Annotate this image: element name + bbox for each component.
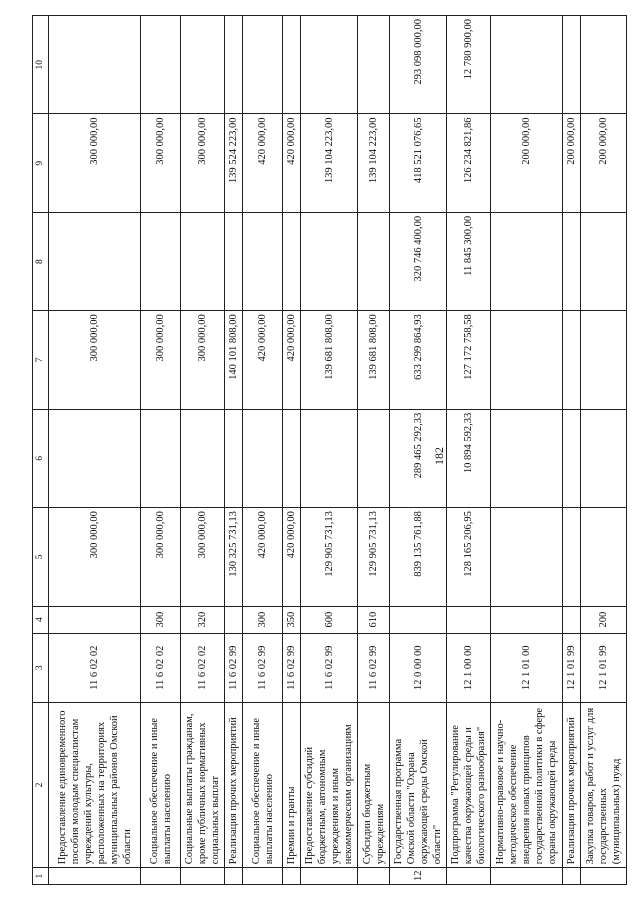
cell-name: Субсидии бюджетным учреждениям — [358, 702, 390, 867]
cell-name: Предоставление субсидий бюджетным, автономным учреждениям и иным некоммерческим организациям — [301, 702, 358, 867]
cell-c6 — [358, 409, 390, 507]
cell-c10 — [358, 16, 390, 114]
cell-c9: 300 000,00 — [49, 114, 141, 212]
cell-c5 — [491, 508, 563, 606]
cell-c10 — [283, 16, 301, 114]
cell-c8 — [491, 212, 563, 310]
cell-c5: 130 325 731,13 — [225, 508, 243, 606]
table-row — [283, 16, 301, 885]
cell-c8: 11 845 300,00 — [447, 212, 491, 310]
cell-name: Реализация прочих мероприятий — [563, 702, 581, 867]
cell-code: 11 6 02 99 — [301, 633, 358, 702]
cell-c5 — [563, 508, 581, 606]
cell-code: 12 0 00 00 — [390, 633, 447, 702]
cell-c10: 293 098 000,00 — [390, 16, 447, 114]
cell-c7: 300 000,00 — [141, 311, 181, 409]
cell-c5: 300 000,00 — [141, 508, 181, 606]
table-row — [563, 16, 581, 885]
cell-idx — [49, 868, 141, 885]
table-row — [358, 16, 390, 885]
cell-c9: 139 524 223,00 — [225, 114, 243, 212]
cell-c10 — [141, 16, 181, 114]
cell-c7: 420 000,00 — [283, 311, 301, 409]
cell-c8 — [181, 212, 225, 310]
cell-c6 — [49, 409, 141, 507]
cell-code: 12 1 01 00 — [491, 633, 563, 702]
cell-c9: 200 000,00 — [563, 114, 581, 212]
column-number: 8 — [33, 212, 49, 310]
cell-name: Социальное обеспечение и иные выплаты населению — [141, 702, 181, 867]
table-row — [491, 16, 563, 885]
cell-c9: 420 000,00 — [283, 114, 301, 212]
cell-vr: 600 — [301, 606, 358, 633]
cell-c9: 200 000,00 — [581, 114, 627, 212]
cell-idx — [181, 868, 225, 885]
table-row — [581, 16, 627, 885]
cell-c7 — [491, 311, 563, 409]
cell-vr: 300 — [141, 606, 181, 633]
cell-c8 — [141, 212, 181, 310]
cell-c10 — [491, 16, 563, 114]
cell-name: Предоставление единовременного пособия молодым специалистам учреждений культуры, расположенных на территориях муниципальных районов Омской области — [49, 702, 141, 867]
cell-vr — [225, 606, 243, 633]
cell-c10 — [581, 16, 627, 114]
table-row — [301, 16, 358, 885]
cell-c8 — [358, 212, 390, 310]
cell-name: Премии и гранты — [283, 702, 301, 867]
cell-c10: 12 780 900,00 — [447, 16, 491, 114]
cell-c10 — [225, 16, 243, 114]
cell-c6 — [225, 409, 243, 507]
cell-c10 — [181, 16, 225, 114]
cell-c6: 10 894 592,33 — [447, 409, 491, 507]
cell-c9: 300 000,00 — [141, 114, 181, 212]
cell-c6 — [301, 409, 358, 507]
page-number: 182 — [432, 447, 446, 465]
cell-idx — [491, 868, 563, 885]
cell-idx — [225, 868, 243, 885]
column-number: 2 — [33, 702, 49, 867]
cell-vr: 300 — [243, 606, 283, 633]
cell-c5: 300 000,00 — [49, 508, 141, 606]
cell-c9: 300 000,00 — [181, 114, 225, 212]
cell-c9: 420 000,00 — [243, 114, 283, 212]
cell-code: 11 6 02 99 — [283, 633, 301, 702]
column-number: 6 — [33, 409, 49, 507]
cell-vr — [563, 606, 581, 633]
table-row — [141, 16, 181, 885]
column-number: 10 — [33, 16, 49, 114]
cell-c9: 139 104 223,00 — [301, 114, 358, 212]
cell-idx — [283, 868, 301, 885]
cell-c7: 633 299 864,93 — [390, 311, 447, 409]
cell-c7: 300 000,00 — [181, 311, 225, 409]
cell-name: Государственная программа Омской области "Охрана окружающей среды Омской области" — [390, 702, 447, 867]
cell-c5: 300 000,00 — [181, 508, 225, 606]
cell-idx — [141, 868, 181, 885]
cell-c7: 300 000,00 — [49, 311, 141, 409]
cell-c5: 129 905 731,13 — [358, 508, 390, 606]
cell-code: 11 6 02 02 — [141, 633, 181, 702]
cell-c7: 140 101 808,00 — [225, 311, 243, 409]
table-row — [390, 16, 447, 885]
cell-c10 — [243, 16, 283, 114]
cell-c6 — [283, 409, 301, 507]
table-row — [181, 16, 225, 885]
cell-idx — [243, 868, 283, 885]
cell-c6 — [491, 409, 563, 507]
cell-idx — [358, 868, 390, 885]
cell-vr — [49, 606, 141, 633]
column-number: 4 — [33, 606, 49, 633]
column-number: 7 — [33, 311, 49, 409]
cell-c8 — [301, 212, 358, 310]
cell-code: 11 6 02 99 — [225, 633, 243, 702]
column-number: 9 — [33, 114, 49, 212]
cell-vr — [491, 606, 563, 633]
cell-c7 — [581, 311, 627, 409]
cell-c5: 839 135 761,88 — [390, 508, 447, 606]
cell-idx — [581, 868, 627, 885]
table-row — [225, 16, 243, 885]
cell-c5: 128 165 206,95 — [447, 508, 491, 606]
cell-idx — [447, 868, 491, 885]
cell-idx — [301, 868, 358, 885]
column-number: 5 — [33, 508, 49, 606]
cell-c9: 126 234 821,86 — [447, 114, 491, 212]
table-row — [49, 16, 141, 885]
cell-idx: 12 — [390, 868, 447, 885]
cell-vr — [447, 606, 491, 633]
column-number-row — [33, 16, 49, 885]
cell-code: 12 1 01 99 — [563, 633, 581, 702]
cell-vr: 200 — [581, 606, 627, 633]
column-number: 1 — [33, 868, 49, 885]
cell-c7: 139 681 808,00 — [358, 311, 390, 409]
cell-name: Реализация прочих мероприятий — [225, 702, 243, 867]
cell-c5: 420 000,00 — [243, 508, 283, 606]
table-row — [243, 16, 283, 885]
cell-c9: 139 104 223,00 — [358, 114, 390, 212]
cell-vr — [390, 606, 447, 633]
cell-code: 12 1 00 00 — [447, 633, 491, 702]
table-row — [447, 16, 491, 885]
cell-name: Нормативно-правовое и научно-методическое обеспечение внедрения новых принципов государственной политики в сфере охраны окружающей среды — [491, 702, 563, 867]
cell-idx — [563, 868, 581, 885]
cell-c9: 418 521 076,65 — [390, 114, 447, 212]
cell-c5: 129 905 731,13 — [301, 508, 358, 606]
cell-c9: 200 000,00 — [491, 114, 563, 212]
cell-c8 — [283, 212, 301, 310]
cell-vr: 350 — [283, 606, 301, 633]
cell-c6 — [243, 409, 283, 507]
cell-c8 — [49, 212, 141, 310]
cell-c6: 289 465 292,33 — [390, 409, 447, 507]
cell-c6 — [563, 409, 581, 507]
cell-name: Закупка товаров, работ и услуг для государственных (муниципальных) нужд — [581, 702, 627, 867]
cell-c8 — [563, 212, 581, 310]
cell-c7: 127 172 758,58 — [447, 311, 491, 409]
cell-code: 11 6 02 02 — [181, 633, 225, 702]
cell-c6 — [141, 409, 181, 507]
cell-c7: 139 681 808,00 — [301, 311, 358, 409]
cell-c10 — [563, 16, 581, 114]
cell-name: Социальное обеспечение и иные выплаты населению — [243, 702, 283, 867]
cell-c10 — [301, 16, 358, 114]
cell-name: Подпрограмма "Регулирование качества окружающей среды и биологического разнообразия" — [447, 702, 491, 867]
cell-c10 — [49, 16, 141, 114]
cell-c6 — [581, 409, 627, 507]
cell-c6 — [181, 409, 225, 507]
column-number: 3 — [33, 633, 49, 702]
cell-c7 — [563, 311, 581, 409]
cell-vr: 610 — [358, 606, 390, 633]
cell-c5 — [581, 508, 627, 606]
cell-code: 11 6 02 99 — [243, 633, 283, 702]
cell-code: 11 6 02 99 — [358, 633, 390, 702]
cell-code: 12 1 01 99 — [581, 633, 627, 702]
cell-c7: 420 000,00 — [243, 311, 283, 409]
cell-code: 11 6 02 02 — [49, 633, 141, 702]
budget-table — [32, 15, 627, 885]
cell-c5: 420 000,00 — [283, 508, 301, 606]
cell-c8 — [243, 212, 283, 310]
cell-name: Социальные выплаты гражданам, кроме публичных нормативных социальных выплат — [181, 702, 225, 867]
cell-vr: 320 — [181, 606, 225, 633]
cell-c8 — [225, 212, 243, 310]
cell-c8: 320 746 400,00 — [390, 212, 447, 310]
cell-c8 — [581, 212, 627, 310]
